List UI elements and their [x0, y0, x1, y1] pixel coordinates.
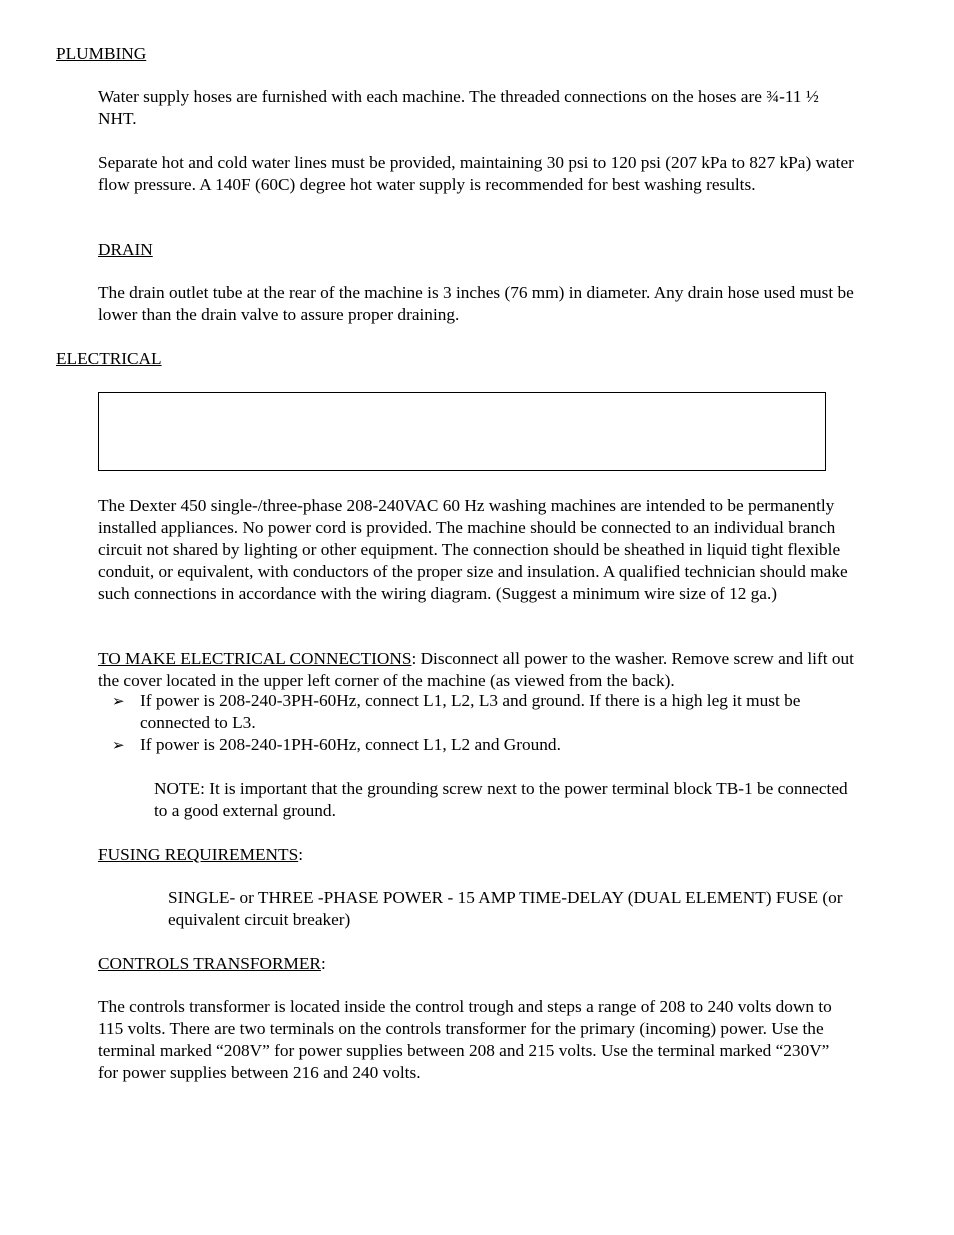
fusing-heading-line [98, 844, 303, 866]
electrical-heading: ELECTRICAL [56, 349, 162, 368]
transformer-heading-colon: : [320, 954, 326, 973]
plumbing-heading: PLUMBING [56, 44, 147, 63]
plumbing-paragraph-water-lines: Separate hot and cold water lines must be provided, maintaining 30 psi to 120 psi (207 kPa to 827 kPa) water flow pressure. A 140F (60C) degree hot water supply is recommended for best washing results. [98, 153, 854, 194]
grounding-note: NOTE: It is important that the grounding screw next to the power terminal block TB-1 be connected to a good external ground. [154, 779, 848, 820]
bullet-text: If power is 208-240-3PH-60Hz, connect L1, L2, L3 and ground. If there is a high leg it must be connected to L3. [140, 691, 801, 732]
electrical-connections-paragraph [98, 648, 858, 692]
drain-heading: DRAIN [98, 240, 153, 259]
arrowhead-bullet-icon: ➢ [112, 692, 125, 710]
transformer-heading: CONTROLS TRANSFORMER [98, 954, 321, 973]
electrical-connections-heading: TO MAKE ELECTRICAL CONNECTIONS [98, 649, 412, 668]
bullet-text: If power is 208-240-1PH-60Hz, connect L1, L2 and Ground. [140, 735, 561, 754]
electrical-connections-text: : Disconnect all power to the washer. Remove screw and lift out the cover located in the upper left corner of the machine (as viewed from the back). [98, 649, 854, 690]
transformer-heading-line [98, 953, 326, 975]
fusing-requirement-text: SINGLE- or THREE -PHASE POWER - 15 AMP TIME-DELAY (DUAL ELEMENT) FUSE (or equivalent circuit breaker) [168, 888, 843, 929]
fusing-heading: FUSING REQUIREMENTS [98, 845, 299, 864]
drain-paragraph: The drain outlet tube at the rear of the machine is 3 inches (76 mm) in diameter. Any drain hose used must be lower than the drain valve to assure proper draining. [98, 283, 854, 324]
electrical-intro-paragraph: The Dexter 450 single-/three-phase 208-240VAC 60 Hz washing machines are intended to be permanently installed appliances. No power cord is provided. The machine should be connected to an individual branch circuit not shared by lighting or other equipment. The connection should be sheathed in liquid tight flexible conduit, or equivalent, with conductors of the proper size and insulation. A qualified technician should make such connections in accordance with the wiring diagram. (Suggest a minimum wire size of 12 ga.) [98, 496, 848, 603]
fusing-heading-colon: : [298, 845, 303, 864]
electrical-bullet-list [112, 690, 858, 756]
arrowhead-bullet-icon: ➢ [112, 736, 125, 754]
list-item [112, 734, 858, 756]
list-item [112, 690, 858, 734]
plumbing-paragraph-hoses: Water supply hoses are furnished with each machine. The threaded connections on the hoses are ¾-11 ½ NHT. [98, 87, 819, 128]
transformer-paragraph: The controls transformer is located inside the control trough and steps a range of 208 to 240 volts down to 115 volts. There are two terminals on the controls transformer for the primary (incoming) power. Use the terminal marked “208V” for power supplies between 208 and 215 volts. Use the terminal marked “230V” for power supplies between 216 and 240 volts. [98, 997, 832, 1082]
warning-box [98, 392, 826, 471]
